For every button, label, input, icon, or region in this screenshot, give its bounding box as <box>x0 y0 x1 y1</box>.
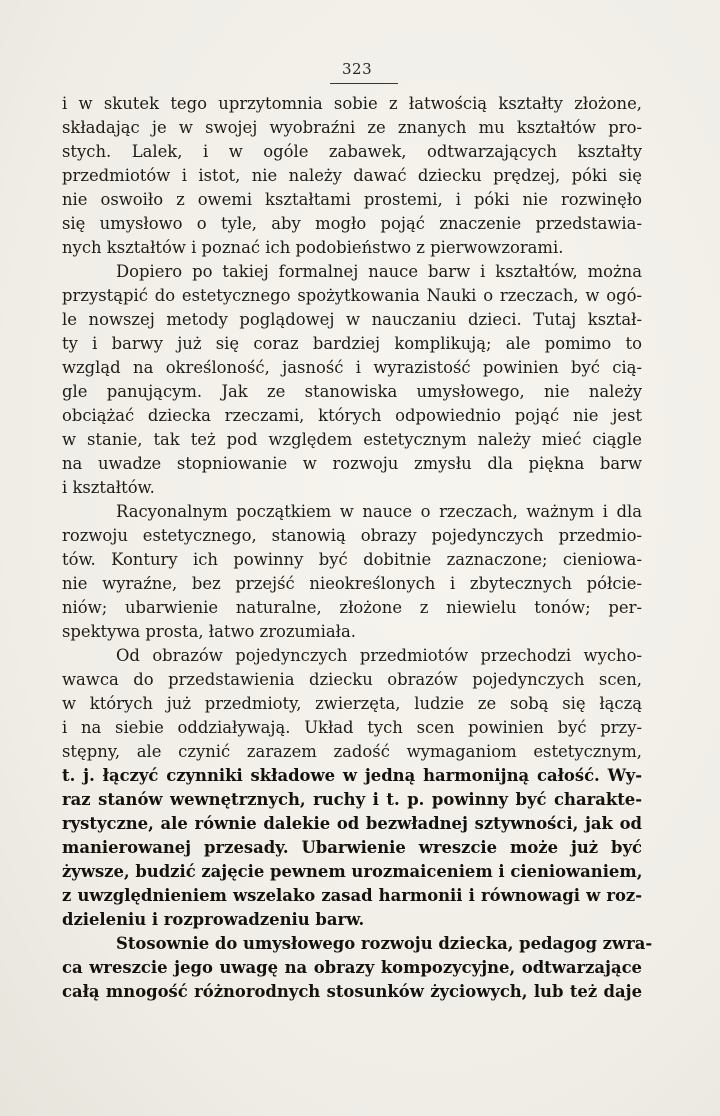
text-line: składając je w swojej wyobraźni ze znanych mu kształtów pro- <box>62 118 642 137</box>
text-line: t. j. łączyć czynniki składowe w jedną harmonijną całość. Wy- <box>62 766 642 785</box>
text-line: raz stanów wewnętrznych, ruchy i t. p. powinny być charakte- <box>62 790 642 809</box>
text-line: i w skutek tego uprzytomnia sobie z łatwością kształty złożone, <box>62 94 642 113</box>
text-line: niów; ubarwienie naturalne, złożone z niewielu tonów; per- <box>62 598 642 617</box>
page-number: 323 <box>342 60 373 78</box>
text-line: nie wyraźne, bez przejść nieokreślonych i zbytecznych półcie- <box>62 574 642 593</box>
text-line: wawca do przedstawienia dziecku obrazów pojedynczych scen, <box>62 670 642 689</box>
text-line: le nowszej metody poglądowej w nauczaniu dzieci. Tutaj kształ- <box>62 310 642 329</box>
text-line: nie oswoiło z owemi kształtami prostemi, i póki nie rozwinęło <box>62 190 642 209</box>
text-line: Stosownie do umysłowego rozwoju dziecka, pedagog zwra- <box>116 934 653 953</box>
text-line: przedmiotów i istot, nie należy dawać dziecku prędzej, póki się <box>62 166 642 185</box>
text-line: ty i barwy już się coraz bardziej komplikują; ale pomimo to <box>62 334 642 353</box>
text-line: Dopiero po takiej formalnej nauce barw i kształtów, można <box>116 262 642 281</box>
text-line: gle panującym. Jak ze stanowiska umysłowego, nie należy <box>62 382 642 401</box>
text-line: na uwadze stopniowanie w rozwoju zmysłu dla piękna barw <box>62 454 642 473</box>
text-line: spektywa prosta, łatwo zrozumiała. <box>62 622 356 641</box>
text-line: przystąpić do estetycznego spożytkowania Nauki o rzeczach, w ogó- <box>62 286 642 305</box>
body-text <box>62 92 653 1004</box>
text-line: żywsze, budzić zajęcie pewnem urozmaiceniem i cieniowaniem, <box>62 862 643 881</box>
text-line: Racyonalnym początkiem w nauce o rzeczach, ważnym i dla <box>116 502 642 521</box>
page-number-rule <box>330 83 398 84</box>
text-line: z uwzględnieniem wszelako zasad harmonii i równowagi w roz- <box>62 886 642 905</box>
text-line: całą mnogość różnorodnych stosunków życiowych, lub też daje <box>62 982 642 1001</box>
text-line: wzgląd na określoność, jasność i wyrazistość powinien być cią- <box>62 358 642 377</box>
text-line: w stanie, tak też pod względem estetycznym należy mieć ciągle <box>62 430 642 449</box>
text-line: tów. Kontury ich powinny być dobitnie zaznaczone; cieniowa- <box>62 550 642 569</box>
text-line: w których już przedmioty, zwierzęta, ludzie ze sobą się łączą <box>62 694 642 713</box>
text-line: się umysłowo o tyle, aby mogło pojąć znaczenie przedstawia- <box>62 214 642 233</box>
text-line: i na siebie oddziaływają. Układ tych scen powinien być przy- <box>62 718 642 737</box>
text-line: rystyczne, ale równie dalekie od bezwładnej sztywności, jak od <box>62 814 642 833</box>
text-line: ca wreszcie jego uwagę na obrazy kompozycyjne, odtwarzające <box>62 958 642 977</box>
text-line: stępny, ale czynić zarazem zadość wymaganiom estetycznym, <box>62 742 642 761</box>
text-line: Od obrazów pojedynczych przedmiotów przechodzi wycho- <box>116 646 642 665</box>
text-line: i kształtów. <box>62 478 155 497</box>
text-line: manierowanej przesady. Ubarwienie wreszcie może już być <box>62 838 642 857</box>
text-line: obciążać dziecka rzeczami, których odpowiednio pojąć nie jest <box>62 406 642 425</box>
text-line: dzieleniu i rozprowadzeniu barw. <box>62 910 365 929</box>
text-line: rozwoju estetycznego, stanowią obrazy pojedynczych przedmio- <box>62 526 642 545</box>
text-line: stych. Lalek, i w ogóle zabawek, odtwarzających kształty <box>62 142 642 161</box>
text-line: nych kształtów i poznać ich podobieństwo z pierwowzorami. <box>62 238 564 257</box>
